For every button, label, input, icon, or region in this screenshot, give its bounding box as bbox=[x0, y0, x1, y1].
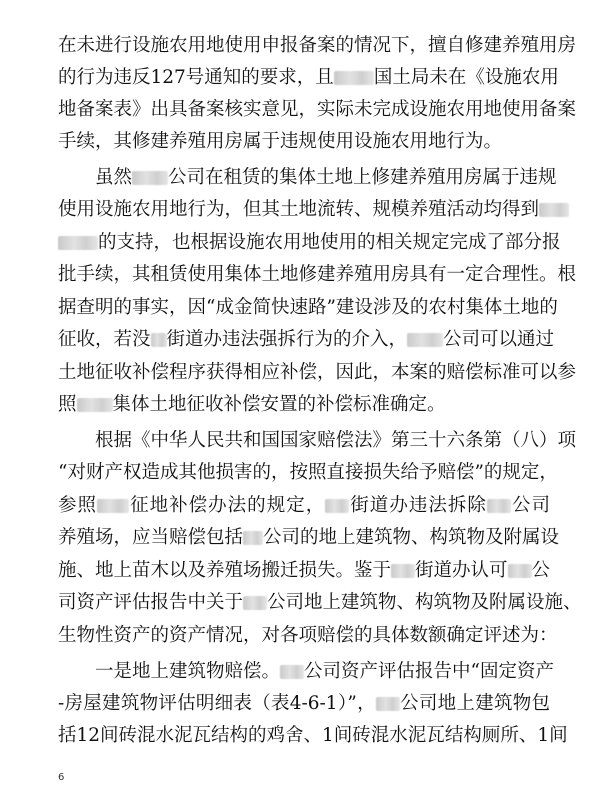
text-line: 地备案表》出具备案核实意见，实际未完成设施农用地使用备案 bbox=[58, 99, 577, 120]
text-line: 土地征收补偿程序获得相应补偿，因此，本案的赔偿标准可以参 bbox=[58, 362, 577, 383]
text-line: 参照 征地补偿办法的规定， 街道办违法拆除 公司 bbox=[58, 495, 550, 516]
redaction-mark bbox=[334, 71, 374, 85]
redaction-mark bbox=[58, 236, 98, 250]
text-line: 批手续，其租赁使用集体土地修建养殖用房具有一定合理性。根 bbox=[58, 264, 577, 285]
redaction-mark bbox=[487, 499, 511, 513]
redaction-mark bbox=[243, 531, 263, 545]
redaction-mark bbox=[391, 564, 415, 578]
text-line: 使用设施农用地行为，但其土地流转、规模养殖活动均得到 bbox=[58, 198, 550, 222]
text-line: 根据《中华人民共和国国家赔偿法》第三十六条第（八）项 bbox=[95, 430, 577, 451]
text-line: 施、地上苗木以及养殖场搬迁损失。鉴于 街道办认可 公 bbox=[58, 560, 551, 581]
text-line: 括12间砖混水泥瓦结构的鸡舍、1间砖混水泥瓦结构厕所、1间 bbox=[58, 725, 568, 746]
text-line: 的行为违反127号通知的要求，且 国土局未在《设施农用 bbox=[58, 67, 559, 88]
redaction-mark bbox=[280, 665, 304, 679]
text-line: 虽然 公司在租赁的集体土地上修建养殖用房属于违规 bbox=[95, 167, 557, 188]
redaction-mark bbox=[243, 596, 267, 610]
text-line: 的支持，也根据设施农用地使用的相关规定完成了部分报 bbox=[58, 231, 550, 255]
redaction-mark bbox=[539, 203, 569, 217]
text-line: 据查明的事实，因“成金简快速路”建设涉及的农村集体土地的 bbox=[58, 297, 558, 318]
text-line: “对财产权造成其他损害的，按照直接损失给予赔偿”的规定， bbox=[58, 462, 558, 483]
redaction-mark bbox=[151, 333, 167, 347]
redaction-mark bbox=[325, 499, 349, 513]
text-line: 司资产评估报告中关于 公司地上建筑物、构筑物及附属设施、 bbox=[58, 592, 582, 613]
text-line: 一是地上建筑物赔偿。 公司资产评估报告中“固定资产 bbox=[95, 661, 554, 682]
redaction-mark bbox=[407, 333, 443, 347]
text-line: 征收，若没 街道办违法强拆行为的介入， 公司可以通过 bbox=[58, 329, 555, 350]
text-line: 生物性资产的资产情况，对各项赔偿的具体数额确定评述为： bbox=[58, 625, 558, 646]
redaction-mark bbox=[508, 564, 532, 578]
redaction-mark bbox=[132, 171, 168, 185]
text-line: 手续，其修建养殖用房属于违规使用设施农用地行为。 bbox=[58, 131, 503, 152]
text-line: 养殖场，应当赔偿包括 公司的地上建筑物、构筑物及附属设 bbox=[58, 527, 560, 548]
text-line: -房屋建筑物评估明细表（表4-6-1）”， 公司地上建筑物包 bbox=[58, 693, 550, 714]
redaction-mark bbox=[97, 499, 129, 513]
page-number: 6 bbox=[58, 772, 65, 783]
text-line: 在未进行设施农用地使用申报备案的情况下，擅自修建养殖用房 bbox=[58, 35, 577, 56]
text-line: 照 集体土地征收补偿安置的补偿标准确定。 bbox=[58, 394, 446, 415]
redaction-mark bbox=[77, 398, 113, 412]
redaction-mark bbox=[376, 697, 400, 711]
